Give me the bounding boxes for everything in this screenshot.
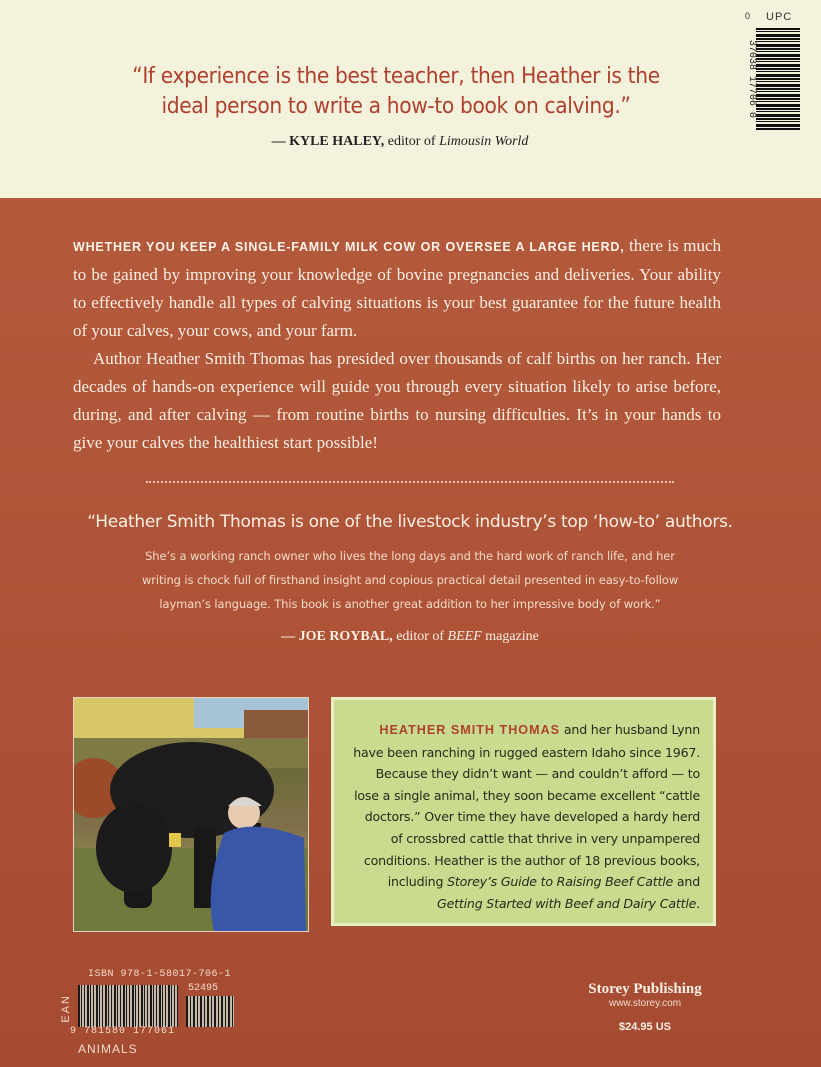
isbn: ISBN 978-1-58017-706-1 [88, 969, 232, 980]
bio-end: . [696, 895, 700, 911]
joe-roybal-name: — JOE ROYBAL, [281, 629, 393, 644]
upc-barcode [756, 28, 800, 130]
price: $24.95 US [619, 1021, 671, 1033]
bio-part-1: and her husband Lynn have been ranching in rugged eastern Idaho since 1967. Because they didn’t want — and couldn’t afford — to lose a single animal, they soon became excellent “cattle doctors.” Over time they have developed a hardy herd of crossbred cattle that thrive in very unpampered conditions. Heather is the author of 18 previous books, including [353, 722, 700, 890]
ean-label: EAN [60, 994, 72, 1023]
upc-digits: 37038 17706 0 [746, 40, 757, 119]
kyle-haley-role: editor of [387, 134, 436, 149]
category-label: ANIMALS [78, 1042, 138, 1056]
book-description [73, 232, 721, 457]
top-quote: “If experience is the best teacher, then Heather is the ideal person to write a how-to book on calving.” [132, 64, 660, 119]
author-name: HEATHER SMITH THOMAS [379, 723, 561, 737]
kyle-haley-name: — KYLE HALEY, [271, 134, 385, 149]
price-code: 52495 [188, 983, 219, 994]
bio-book-2: Getting Started with Beef and Dairy Cattle [437, 895, 697, 911]
description-paragraph-2: Author Heather Smith Thomas has presided over thousands of calf births on her ranch. Her decades of hands-on experience will guide you through every situation likely to arise before, during, and after calving — from routine births to nursing difficulties. It’s in your hands to give your calves the healthiest start possible! [73, 349, 721, 452]
publisher-website: www.storey.com [608, 998, 682, 1009]
publisher-name: Storey Publishing [588, 981, 702, 997]
dotted-divider [146, 481, 674, 483]
ean-digits: 9 781580 177061 [70, 1026, 176, 1037]
description-paragraph-1 [73, 232, 721, 345]
second-quote-body: She’s a working ranch owner who lives the long days and the hard work of ranch life, and her writing is chock full of firsthand insight and copious practical detail presented in easy-to-follow layman’s language. This book is another great addition to her impressive body of work.” [141, 549, 679, 611]
joe-roybal-suffix: magazine [485, 629, 539, 644]
author-with-cow-image [74, 698, 308, 931]
joe-roybal-role: editor of [396, 629, 445, 644]
author-bio-text [352, 719, 700, 914]
description-lead: WHETHER YOU KEEP A SINGLE-FAMILY MILK COW OR OVERSEE A LARGE HERD, [73, 240, 625, 254]
price-barcode [186, 996, 234, 1027]
upc-label: UPC [766, 11, 793, 23]
description-p1-rest: there is much to be gained by improving your knowledge of bovine pregnancies and deliveries. Your ability to effectively handle all types of calving situations is your best guarantee for the future health of your calves, your cows, and your farm. [73, 236, 721, 340]
author-photo [73, 697, 309, 932]
ean-barcode [78, 985, 178, 1027]
beef-publication: BEEF [447, 629, 482, 644]
second-quote-attribution [150, 629, 670, 645]
bio-part-2: and [676, 874, 700, 890]
limousin-world: Limousin World [439, 134, 529, 149]
bio-book-1: Storey’s Guide to Raising Beef Cattle [447, 874, 674, 890]
upc-prefix: 0 [745, 11, 751, 21]
second-quote-headline: “Heather Smith Thomas is one of the livestock industry’s top ‘how-to’ authors. [87, 512, 733, 532]
top-quote-attribution [150, 134, 650, 150]
